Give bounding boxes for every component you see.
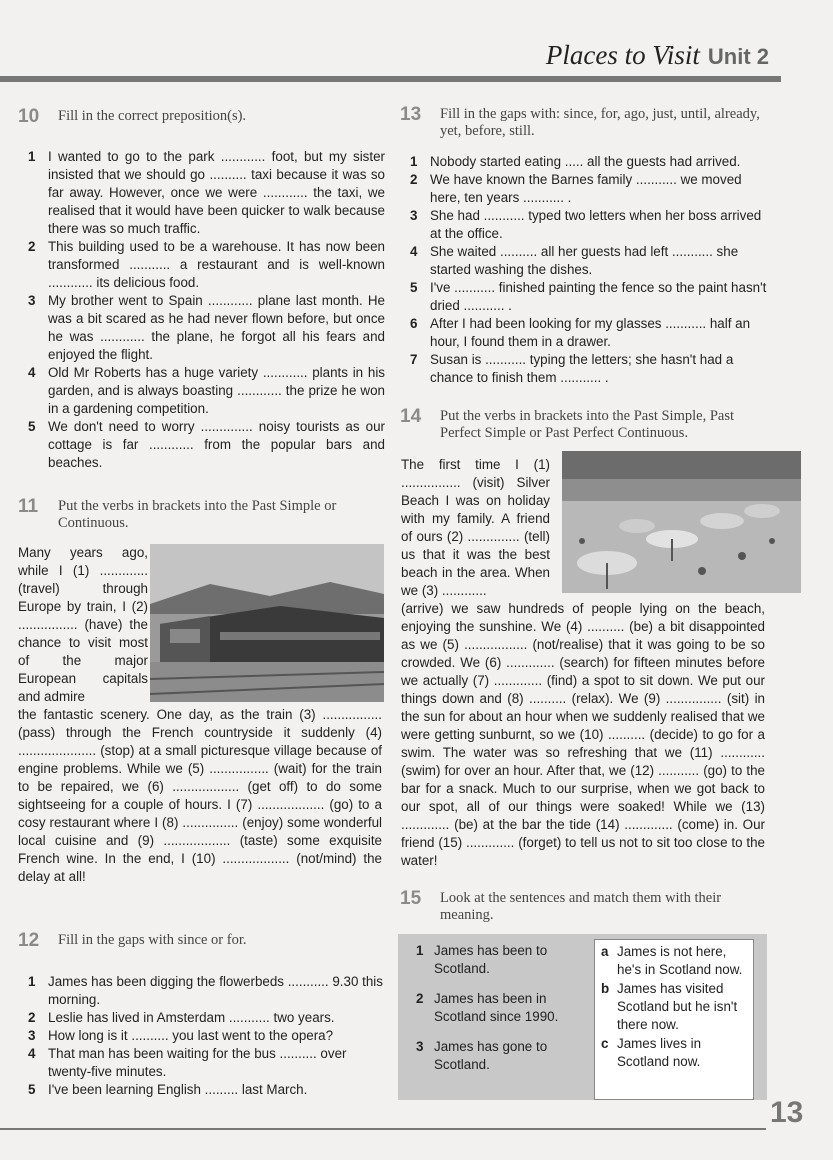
exercise-15-heading	[400, 888, 770, 924]
sentences-column	[416, 942, 596, 1086]
exercise-instruction: Put the verbs in brackets into the Past Simple, Past Perfect Simple or Past Perfect Continuous.	[440, 408, 735, 441]
exercise-11-text-part2: the fantastic scenery. One day, as the train (3) ................ (pass) through the French countryside it suddenly (4) ..................... (stop) at a small picturesque village because of engine problems. While we (5) ................ (wait) for the train to be repaired, we (6) .................. (get off) to do some sightseeing for a couple of hours. I (7) .................. (go) to a cosy restaurant where I (8) ............... (enjoy) some wonderful local cuisine and (9) .................. (taste) some exquisite French wine. In the end, I (10) .................. (not/mind) the delay at all!	[18, 707, 382, 884]
list-item: 1 James has been digging the flowerbeds ........... 9.30 this morning.	[28, 974, 383, 1007]
exercise-13-heading	[400, 104, 770, 140]
list-item: 3 James has gone to Scotland.	[416, 1039, 548, 1072]
list-item: 4 She waited .......... all her guests had left ........... she started washing the dishes.	[410, 244, 739, 277]
exercise-instruction: Fill in the gaps with: since, for, ago, just, until, already, yet, before, still.	[440, 106, 760, 139]
exercise-instruction: Fill in the correct preposition(s).	[58, 108, 247, 124]
exercise-number: 11	[18, 496, 39, 517]
exercise-13-items	[410, 153, 767, 387]
exercise-number: 15	[400, 888, 422, 909]
list-item: 7 Susan is ........... typing the letters; she hasn't had a chance to finish them ........... .	[410, 352, 734, 385]
beach-photo	[562, 451, 801, 593]
list-item: 4 That man has been waiting for the bus .......... over twenty-five minutes.	[28, 1046, 347, 1079]
list-item: 2 Leslie has lived in Amsterdam ........... two years.	[28, 1010, 335, 1025]
meanings-column	[594, 939, 754, 1100]
exercise-11-heading	[18, 496, 388, 532]
list-item: 2 James has been in Scotland since 1990.	[416, 991, 559, 1024]
page-header	[546, 40, 769, 71]
list-item: 6 After I had been looking for my glasses ........... half an hour, I found them in a drawer.	[410, 316, 751, 349]
unit-label: Unit 2	[707, 44, 769, 69]
list-item: 4 Old Mr Roberts has a huge variety ............ plants in his garden, and is always boasting ............ the prize he won in a gardening competition.	[28, 365, 385, 416]
exercise-11-text-part1: Many years ago, while I (1) ............. (travel) through Europe by train, I (2) ................ (have) the chance to visit most of the major European capitals and admire	[18, 545, 148, 704]
exercise-14-text-part1: The first time I (1) ................ (visit) Silver Beach I was on holiday with my family. A friend of ours (2) .............. (tell) us that it was the best beach in the area. When we (3) ............	[401, 457, 550, 598]
exercise-instruction: Fill in the gaps with since or for.	[58, 932, 247, 948]
exercise-number: 13	[400, 104, 422, 125]
exercise-10-items	[28, 148, 385, 472]
list-item: c James lives in Scotland now.	[601, 1036, 702, 1069]
page-title: Places to Visit	[545, 40, 700, 70]
exercise-10-heading	[18, 106, 388, 128]
list-item: a James is not here, he's in Scotland now.	[601, 944, 743, 977]
list-item: 3 She had ........... typed two letters when her boss arrived at the office.	[410, 208, 762, 241]
exercise-number: 12	[18, 930, 40, 951]
exercise-instruction: Put the verbs in brackets into the Past Simple or Continuous.	[58, 498, 337, 531]
train-photo	[150, 544, 384, 702]
exercise-14-text-part2: (arrive) we saw hundreds of people lying on the beach, enjoying the sunshine. We (4) .......... (be) a bit disappointed as we (5) ................. (not/realise) that it was going to be so crowded. We (6) ............. (search) for fifteen minutes before we actually (7) ............. (find) a spot to sit down. We put our things down and (8) .......... (relax). We (9) ............... (sit) in the sun for about an hour when we suddenly realised that we were getting sunburnt, so we (10) .......... (decide) to go for a swim. The water was so refreshing that we (11) ............ (swim) for over an hour. After that, we (12) ........... (go) to the bar for a snack. Much to our surprise, when we got back to our spot, all of our things were soaked! While we (13) ............. (be) at the bar the tide (14) ............. (come) in. Our friend (15) ............. (forget) to tell us not to sit too close to the water!	[401, 601, 765, 868]
list-item: 5 We don't need to worry .............. noisy tourists as our cottage is far ............ from the popular bars and beaches.	[28, 419, 385, 470]
list-item: 2 This building used to be a warehouse. It has now been transformed ........... a restaurant and is well-known ............ its delicious food.	[28, 239, 385, 290]
exercise-instruction: Look at the sentences and match them with their meaning.	[440, 890, 722, 923]
list-item: 1 Nobody started eating ..... all the guests had arrived.	[410, 154, 741, 169]
list-item: 5 I've been learning English ......... last March.	[28, 1082, 308, 1097]
exercise-12-items	[28, 973, 385, 1099]
exercise-number: 10	[18, 106, 40, 127]
list-item: 3 My brother went to Spain ............ plane last month. He was a bit scared as he had never flown before, but once he was ............ the plane, he forgot all his fears and enjoyed the flight.	[28, 293, 385, 362]
exercise-14-heading	[400, 406, 770, 442]
list-item: b James has visited Scotland but he isn't there now.	[601, 981, 738, 1032]
list-item: 3 How long is it .......... you last went to the opera?	[28, 1028, 334, 1043]
list-item: 1 I wanted to go to the park ............ foot, but my sister insisted that we should go .......... taxi because it was so far away. However, once we were ............ the taxi, we realised that it would have been quicker to walk because there was so much traffic.	[28, 149, 385, 236]
header-rule	[0, 76, 781, 82]
list-item: 2 We have known the Barnes family ........... we moved here, ten years ........... .	[410, 172, 742, 205]
matching-box	[398, 934, 767, 1100]
list-item: 1 James has been to Scotland.	[416, 943, 548, 976]
exercise-number: 14	[400, 406, 422, 427]
page-number: 13	[770, 1096, 804, 1129]
exercise-12-heading	[18, 930, 388, 952]
footer-rule	[0, 1128, 766, 1130]
list-item: 5 I've ........... finished painting the fence so the paint hasn't dried ........... .	[410, 280, 767, 313]
